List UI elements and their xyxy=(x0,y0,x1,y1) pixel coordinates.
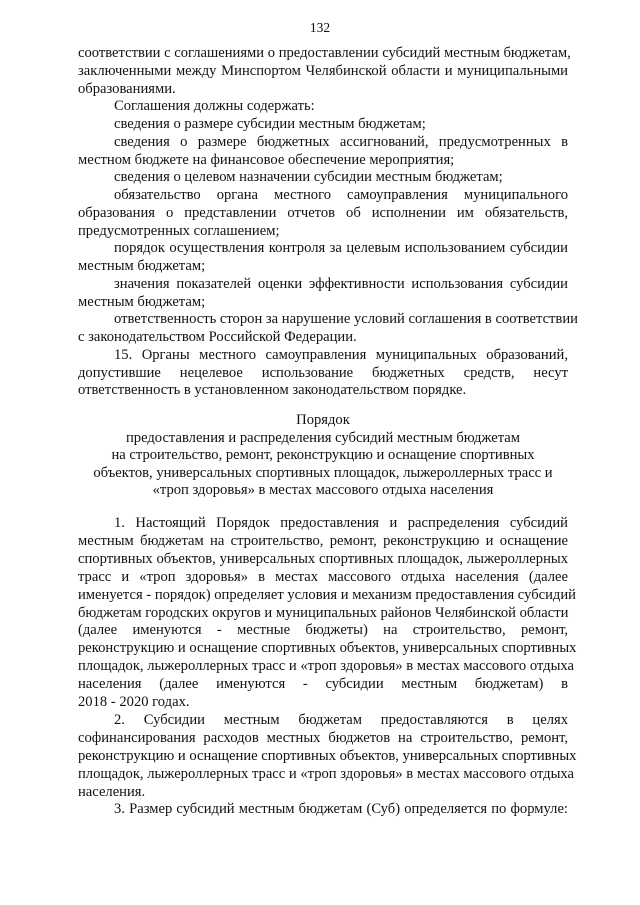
text-line: с законодательством Российской Федерации. xyxy=(78,329,357,345)
text-line: местном бюджете на финансовое обеспечение мероприятия; xyxy=(78,151,455,168)
heading-line: объектов, универсальных спортивных площадок, лыжероллерных трасс и xyxy=(93,464,553,481)
text-line: сведения о размере субсидии местным бюджетам; xyxy=(114,116,426,132)
text-line: реконструкцию и оснащение спортивных объектов, универсальных спортивных xyxy=(78,640,577,657)
heading-line: на строительство, ремонт, реконструкцию и оснащение спортивных xyxy=(111,447,535,463)
text-line: сведения о размере бюджетных ассигнований, предусмотренных в xyxy=(114,133,568,150)
heading-line: Порядок xyxy=(296,412,350,428)
text-line: именуется - порядок) определяет условия и механизм предоставления субсидий xyxy=(78,586,576,603)
text-line: (далее именуются - местные бюджеты) на строительство, ремонт, xyxy=(78,622,568,639)
text-line: образованиями. xyxy=(78,80,176,97)
text-line: площадок, лыжероллерных трасс и «троп здоровья» в местах массового отдыха xyxy=(78,658,574,675)
text-line: порядок осуществления контроля за целевым использованием субсидии xyxy=(114,240,568,257)
text-line: реконструкцию и оснащение спортивных объектов, универсальных спортивных xyxy=(78,747,577,764)
text-line: населения (далее именуются - субсидии местным бюджетам) в xyxy=(78,676,568,693)
text-line: бюджетам городских округов и муниципальных районов Челябинской области xyxy=(78,604,569,621)
text-line: 2. Субсидии местным бюджетам предоставляются в целях xyxy=(114,711,568,728)
text-line: ответственность сторон за нарушение условий соглашения в соответствии xyxy=(114,311,578,328)
text-line: допустившие нецелевое использование бюджетных средств, несут xyxy=(78,364,568,381)
text-line: 15. Органы местного самоуправления муниципальных образований, xyxy=(114,346,568,363)
text-line: предусмотренных соглашением; xyxy=(78,222,280,239)
text-line: софинансирования расходов местных бюджетов на строительство, ремонт, xyxy=(78,729,568,746)
text-line: населения. xyxy=(78,783,146,800)
text-line: 3. Размер субсидий местным бюджетам (Суб) определяется по формуле: xyxy=(114,801,568,818)
page-number: 132 xyxy=(309,20,331,35)
text-line: сведения о целевом назначении субсидии местным бюджетам; xyxy=(114,169,503,186)
heading-line: «троп здоровья» в местах массового отдыха населения xyxy=(152,482,494,498)
text-line: 1. Настоящий Порядок предоставления и распределения субсидий xyxy=(114,515,568,531)
text-line: местным бюджетам; xyxy=(78,293,206,310)
text-line: 2018 - 2020 годах. xyxy=(78,694,190,710)
text-line: местным бюджетам на строительство, ремонт, реконструкцию и оснащение xyxy=(78,532,568,549)
heading-line: предоставления и распределения субсидий местным бюджетам xyxy=(125,429,521,446)
text-line: местным бюджетам; xyxy=(78,258,206,274)
text-line: Соглашения должны содержать: xyxy=(114,98,315,115)
text-line: площадок, лыжероллерных трасс и «троп здоровья» в местах массового отдыха xyxy=(78,765,574,782)
text-line: ответственность в установленном законодательством порядке. xyxy=(78,382,467,399)
text-line: заключенными между Минспортом Челябинской области и муниципальными xyxy=(78,62,568,79)
text-line: соответствии с соглашениями о предоставлении субсидий местным бюджетам, xyxy=(78,45,571,61)
text-line: значения показателей оценки эффективности использования субсидии xyxy=(114,275,568,292)
text-line: спортивных объектов, универсальных спортивных площадок, лыжероллерных xyxy=(78,550,568,567)
text-line: образования о представлении отчетов об исполнении им обязательств, xyxy=(78,204,568,221)
text-line: обязательство органа местного самоуправления муниципального xyxy=(114,187,568,203)
text-line: трасс и «троп здоровья» в местах массового отдыха населения (далее xyxy=(78,568,568,585)
